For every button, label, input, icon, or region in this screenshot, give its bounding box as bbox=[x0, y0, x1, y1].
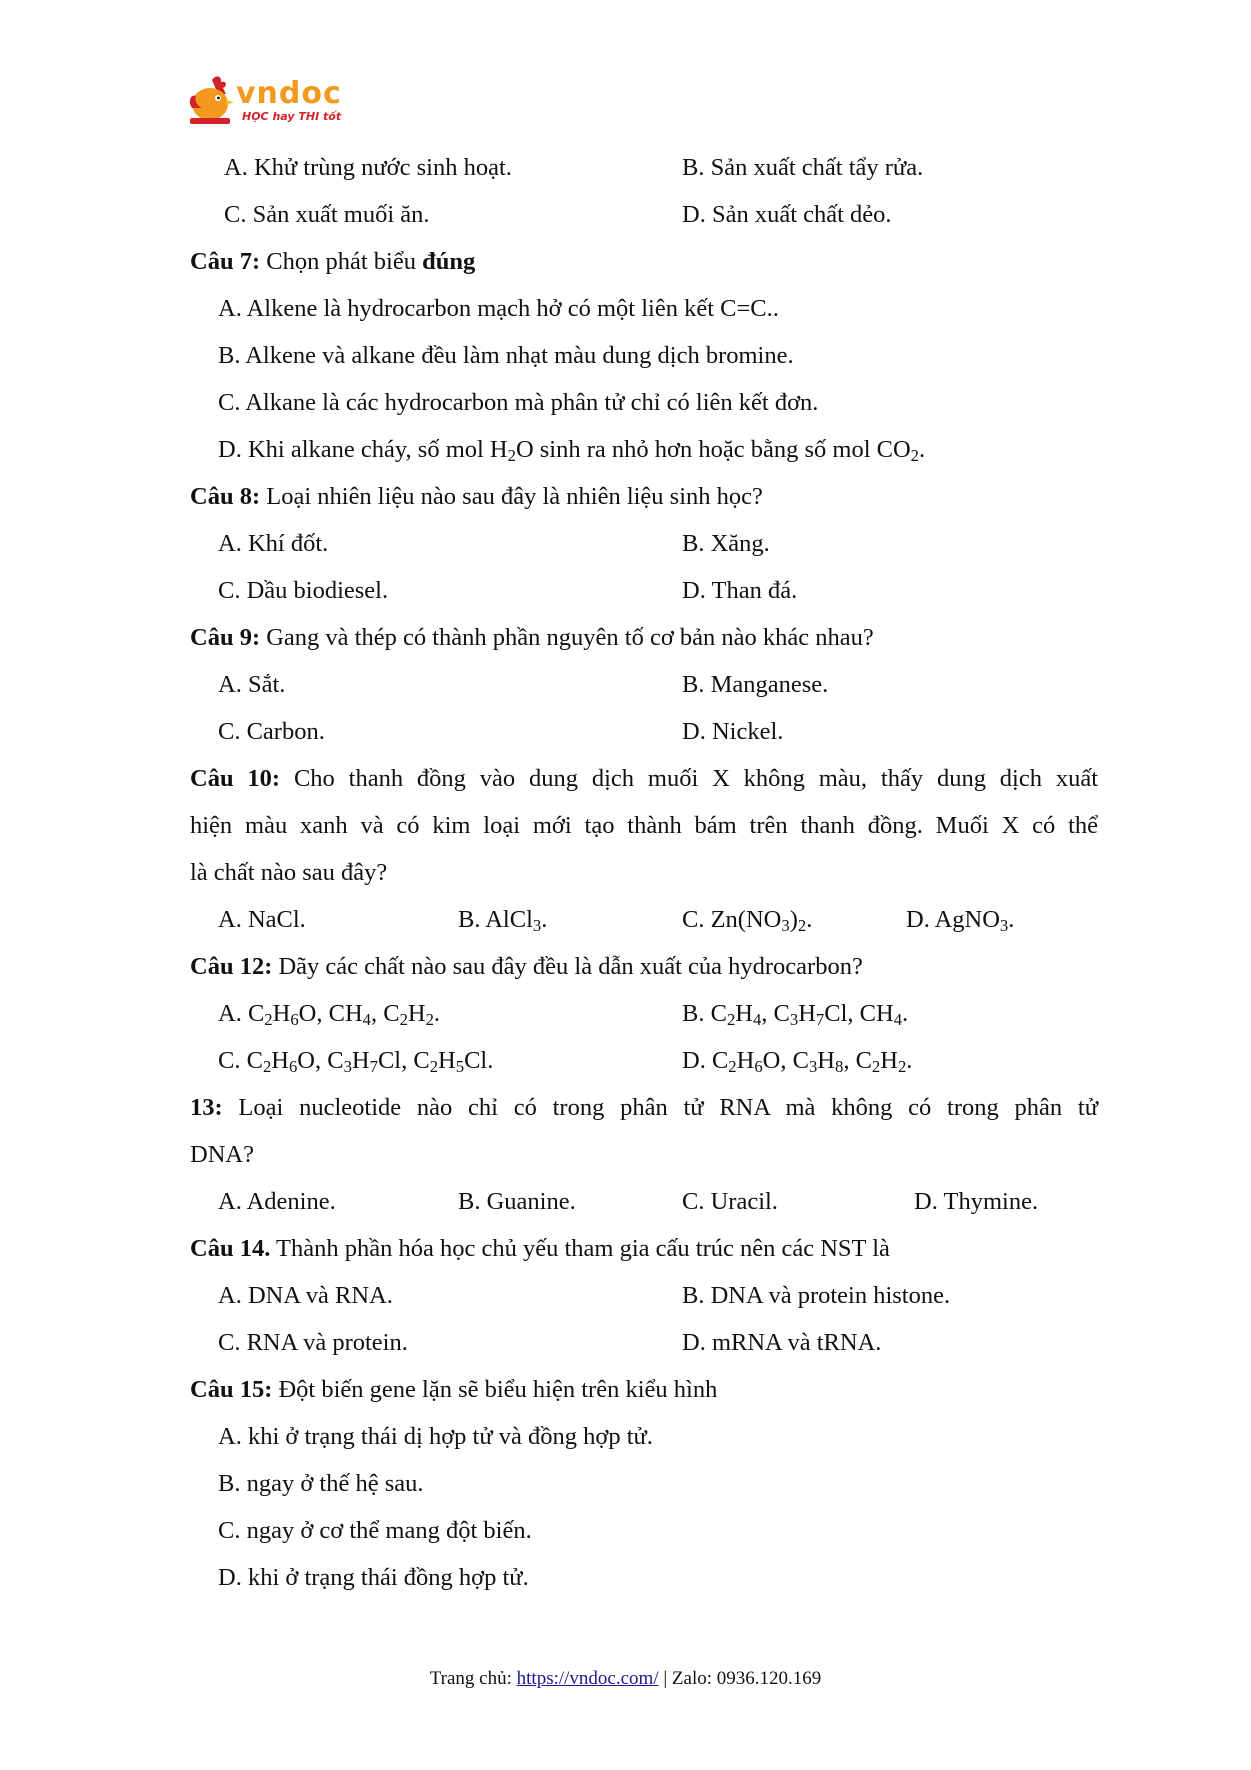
q7-d-text-1: D. Khi alkane cháy, số mol H bbox=[218, 436, 508, 463]
formula-text: B. C bbox=[682, 1000, 727, 1027]
formula-text: H bbox=[736, 1047, 755, 1074]
formula-subscript: 2 bbox=[264, 1010, 273, 1030]
q7-label: Câu 7: bbox=[190, 248, 261, 275]
formula-subscript: 2 bbox=[871, 1057, 881, 1077]
q10-c-end: . bbox=[806, 906, 813, 933]
q10-question-line-3: là chất nào sau đây? bbox=[190, 859, 388, 886]
formula-text: H bbox=[272, 1000, 291, 1027]
formula-subscript: 2 bbox=[429, 1057, 439, 1077]
q13-option-d: D. Thymine. bbox=[914, 1188, 1039, 1215]
formula-text: Cl. bbox=[464, 1047, 494, 1074]
q8-question bbox=[190, 473, 1098, 520]
q15-option-c: C. ngay ở cơ thể mang đột biến. bbox=[218, 1517, 532, 1544]
q12-question bbox=[190, 943, 1098, 990]
q9-row-2 bbox=[190, 708, 1098, 755]
q10-c-sub-2: 2 bbox=[797, 916, 807, 936]
formula-text: A. C bbox=[218, 1000, 265, 1027]
q9-option-b: B. Manganese. bbox=[682, 671, 829, 698]
logo-tagline: HỌC hay THI tốt bbox=[242, 110, 342, 123]
q6-option-d: D. Sản xuất chất dẻo. bbox=[682, 201, 892, 228]
q13-label: 13: bbox=[190, 1094, 223, 1121]
q9-question bbox=[190, 614, 1098, 661]
formula-text: H bbox=[351, 1047, 370, 1074]
formula-text: , C bbox=[761, 1000, 790, 1027]
formula-subscript: 7 bbox=[815, 1010, 825, 1030]
document-body bbox=[190, 144, 1098, 1601]
q8-label: Câu 8: bbox=[190, 483, 261, 510]
q10-question-line-1 bbox=[190, 755, 1098, 802]
formula-subscript: 3 bbox=[808, 1057, 818, 1077]
q13-option-a: A. Adenine. bbox=[218, 1188, 336, 1215]
formula-text: . bbox=[906, 1047, 913, 1074]
q10-b-end: . bbox=[541, 906, 548, 933]
q10-text-1: Cho thanh đồng vào dung dịch muối X không màu, thấy dung dịch xuất bbox=[280, 765, 1099, 792]
formula-subscript: 6 bbox=[290, 1010, 299, 1030]
formula-text: C. C bbox=[218, 1047, 263, 1074]
q14-row-2 bbox=[190, 1319, 1098, 1366]
q9-text: Gang và thép có thành phần nguyên tố cơ bản nào khác nhau? bbox=[260, 624, 874, 651]
formula-subscript: 2 bbox=[425, 1010, 434, 1030]
q13-question-line-2: DNA? bbox=[190, 1141, 254, 1168]
formula-subscript: 6 bbox=[288, 1057, 298, 1077]
formula-text: . bbox=[433, 1000, 441, 1027]
q10-option-a: A. NaCl. bbox=[218, 906, 306, 933]
page-footer bbox=[0, 1668, 1251, 1690]
q10-d-text: D. AgNO bbox=[906, 906, 1000, 933]
formula-text: Cl, CH bbox=[824, 1000, 894, 1027]
q7-d-sub-2: 2 bbox=[910, 446, 919, 466]
q12-option-a bbox=[218, 990, 440, 1037]
formula-subscript: 3 bbox=[789, 1010, 799, 1030]
formula-text: H bbox=[438, 1047, 456, 1074]
q14-option-a: A. DNA và RNA. bbox=[218, 1282, 393, 1309]
formula-text: O, C bbox=[762, 1047, 809, 1074]
formula-subscript: 2 bbox=[399, 1010, 408, 1030]
q7-emphasis: đúng bbox=[422, 248, 476, 275]
q15-option-a: A. khi ở trạng thái dị hợp tử và đồng hợp tử. bbox=[218, 1423, 653, 1450]
formula-text: H bbox=[271, 1047, 289, 1074]
q13-option-c: C. Uracil. bbox=[682, 1188, 778, 1215]
q13-option-b: B. Guanine. bbox=[458, 1188, 576, 1215]
q15-label: Câu 15: bbox=[190, 1376, 273, 1403]
formula-text: H bbox=[407, 1000, 426, 1027]
q8-row-1 bbox=[190, 520, 1098, 567]
formula-subscript: 4 bbox=[893, 1010, 903, 1030]
formula-subscript: 5 bbox=[455, 1057, 465, 1077]
q8-row-2 bbox=[190, 567, 1098, 614]
q7-d-text-3: . bbox=[919, 436, 926, 463]
q14-row-1 bbox=[190, 1272, 1098, 1319]
q6-option-b: B. Sản xuất chất tẩy rửa. bbox=[682, 154, 924, 181]
formula-text: D. C bbox=[682, 1047, 729, 1074]
q12-option-b bbox=[682, 990, 908, 1037]
vndoc-logo bbox=[188, 74, 358, 134]
formula-subscript: 2 bbox=[897, 1057, 907, 1077]
q7-d-sub-1: 2 bbox=[507, 446, 516, 466]
q12-row-2 bbox=[190, 1037, 1098, 1084]
q15-option-b: B. ngay ở thế hệ sau. bbox=[218, 1470, 424, 1497]
footer-prefix: Trang chủ: bbox=[429, 1668, 517, 1689]
q10-option-d bbox=[906, 896, 1014, 943]
q15-text: Đột biến gene lặn sẽ biểu hiện trên kiểu hình bbox=[272, 1376, 718, 1403]
rooster-mascot-icon bbox=[188, 74, 236, 126]
q9-label: Câu 9: bbox=[190, 624, 261, 651]
logo-wordmark: vndoc bbox=[236, 76, 342, 111]
q7-d-text-2: O sinh ra nhỏ hơn hoặc bằng số mol CO bbox=[515, 436, 911, 463]
q14-option-b: B. DNA và protein histone. bbox=[682, 1282, 951, 1309]
q6-row-2 bbox=[190, 191, 1098, 238]
q9-option-d: D. Nickel. bbox=[682, 718, 784, 745]
formula-text: H bbox=[817, 1047, 835, 1074]
footer-suffix: | Zalo: 0936.120.169 bbox=[658, 1668, 822, 1689]
q12-option-c bbox=[218, 1037, 493, 1084]
q15-question bbox=[190, 1366, 1098, 1413]
q10-b-sub: 3 bbox=[532, 916, 542, 936]
q12-row-1 bbox=[190, 990, 1098, 1037]
q13-question-line-1 bbox=[190, 1084, 1098, 1131]
q8-option-a: A. Khí đốt. bbox=[218, 530, 329, 557]
q10-label: Câu 10: bbox=[190, 765, 281, 792]
formula-subscript: 2 bbox=[726, 1010, 736, 1030]
q7-option-b: B. Alkene và alkane đều làm nhạt màu dung dịch bromine. bbox=[218, 342, 794, 369]
q14-option-d: D. mRNA và tRNA. bbox=[682, 1329, 882, 1356]
q9-option-a: A. Sắt. bbox=[218, 671, 286, 698]
q14-option-c: C. RNA và protein. bbox=[218, 1329, 408, 1356]
q12-label: Câu 12: bbox=[190, 953, 273, 980]
q10-d-end: . bbox=[1008, 906, 1015, 933]
q10-options bbox=[190, 896, 1098, 943]
footer-home-link[interactable]: https://vndoc.com/ bbox=[516, 1668, 659, 1689]
q6-row-1 bbox=[190, 144, 1098, 191]
q15-option-d: D. khi ở trạng thái đồng hợp tử. bbox=[218, 1564, 529, 1591]
formula-text: H bbox=[880, 1047, 898, 1074]
q8-text: Loại nhiên liệu nào sau đây là nhiên liệu sinh học? bbox=[260, 483, 763, 510]
q10-d-sub: 3 bbox=[999, 916, 1009, 936]
q13-options bbox=[190, 1178, 1098, 1225]
q7-question bbox=[190, 238, 1098, 285]
q9-option-c: C. Carbon. bbox=[218, 718, 325, 745]
q12-text: Dãy các chất nào sau đây đều là dẫn xuất của hydrocarbon? bbox=[272, 953, 863, 980]
formula-subscript: 3 bbox=[343, 1057, 352, 1077]
q10-b-text: B. AlCl bbox=[458, 906, 533, 933]
q14-text: Thành phần hóa học chủ yếu tham gia cấu trúc nên các NST là bbox=[270, 1235, 890, 1262]
formula-subscript: 2 bbox=[728, 1057, 737, 1077]
formula-subscript: 4 bbox=[362, 1010, 371, 1030]
q13-text-1: Loại nucleotide nào chỉ có trong phân tử RNA mà không có trong phân tử bbox=[222, 1094, 1098, 1121]
formula-text: O, C bbox=[297, 1047, 344, 1074]
formula-text: O, CH bbox=[298, 1000, 363, 1027]
formula-text: H bbox=[798, 1000, 816, 1027]
q8-option-d: D. Than đá. bbox=[682, 577, 798, 604]
q7-option-c: C. Alkane là các hydrocarbon mà phân tử chỉ có liên kết đơn. bbox=[218, 389, 819, 416]
q10-c-text-1: C. Zn(NO bbox=[682, 906, 782, 933]
q14-label: Câu 14. bbox=[190, 1235, 271, 1262]
q7-text: Chọn phát biểu bbox=[260, 248, 423, 275]
q10-c-text-2: ) bbox=[789, 906, 798, 933]
q7-option-d bbox=[190, 426, 1098, 473]
q10-option-b bbox=[458, 896, 547, 943]
q10-c-sub-1: 3 bbox=[781, 916, 790, 936]
q6-option-a: A. Khử trùng nước sinh hoạt. bbox=[224, 154, 512, 181]
formula-text: , C bbox=[370, 1000, 400, 1027]
q10-option-c bbox=[682, 896, 812, 943]
q9-row-1 bbox=[190, 661, 1098, 708]
formula-subscript: 6 bbox=[754, 1057, 763, 1077]
formula-subscript: 4 bbox=[752, 1010, 762, 1030]
formula-subscript: 2 bbox=[262, 1057, 272, 1077]
q8-option-c: C. Dầu biodiesel. bbox=[218, 577, 389, 604]
formula-text: H bbox=[735, 1000, 753, 1027]
q6-option-c: C. Sản xuất muối ăn. bbox=[224, 201, 430, 228]
q7-option-a: A. Alkene là hydrocarbon mạch hở có một liên kết C=C.. bbox=[218, 295, 779, 322]
formula-text: . bbox=[902, 1000, 909, 1027]
q12-option-d bbox=[682, 1037, 912, 1084]
formula-subscript: 7 bbox=[369, 1057, 378, 1077]
formula-text: Cl, C bbox=[377, 1047, 430, 1074]
q14-question bbox=[190, 1225, 1098, 1272]
q10-question-line-2: hiện màu xanh và có kim loại mới tạo thành bám trên thanh đồng. Muối X có thể bbox=[190, 812, 1098, 839]
formula-subscript: 8 bbox=[834, 1057, 844, 1077]
formula-text: , C bbox=[843, 1047, 872, 1074]
q8-option-b: B. Xăng. bbox=[682, 530, 770, 557]
